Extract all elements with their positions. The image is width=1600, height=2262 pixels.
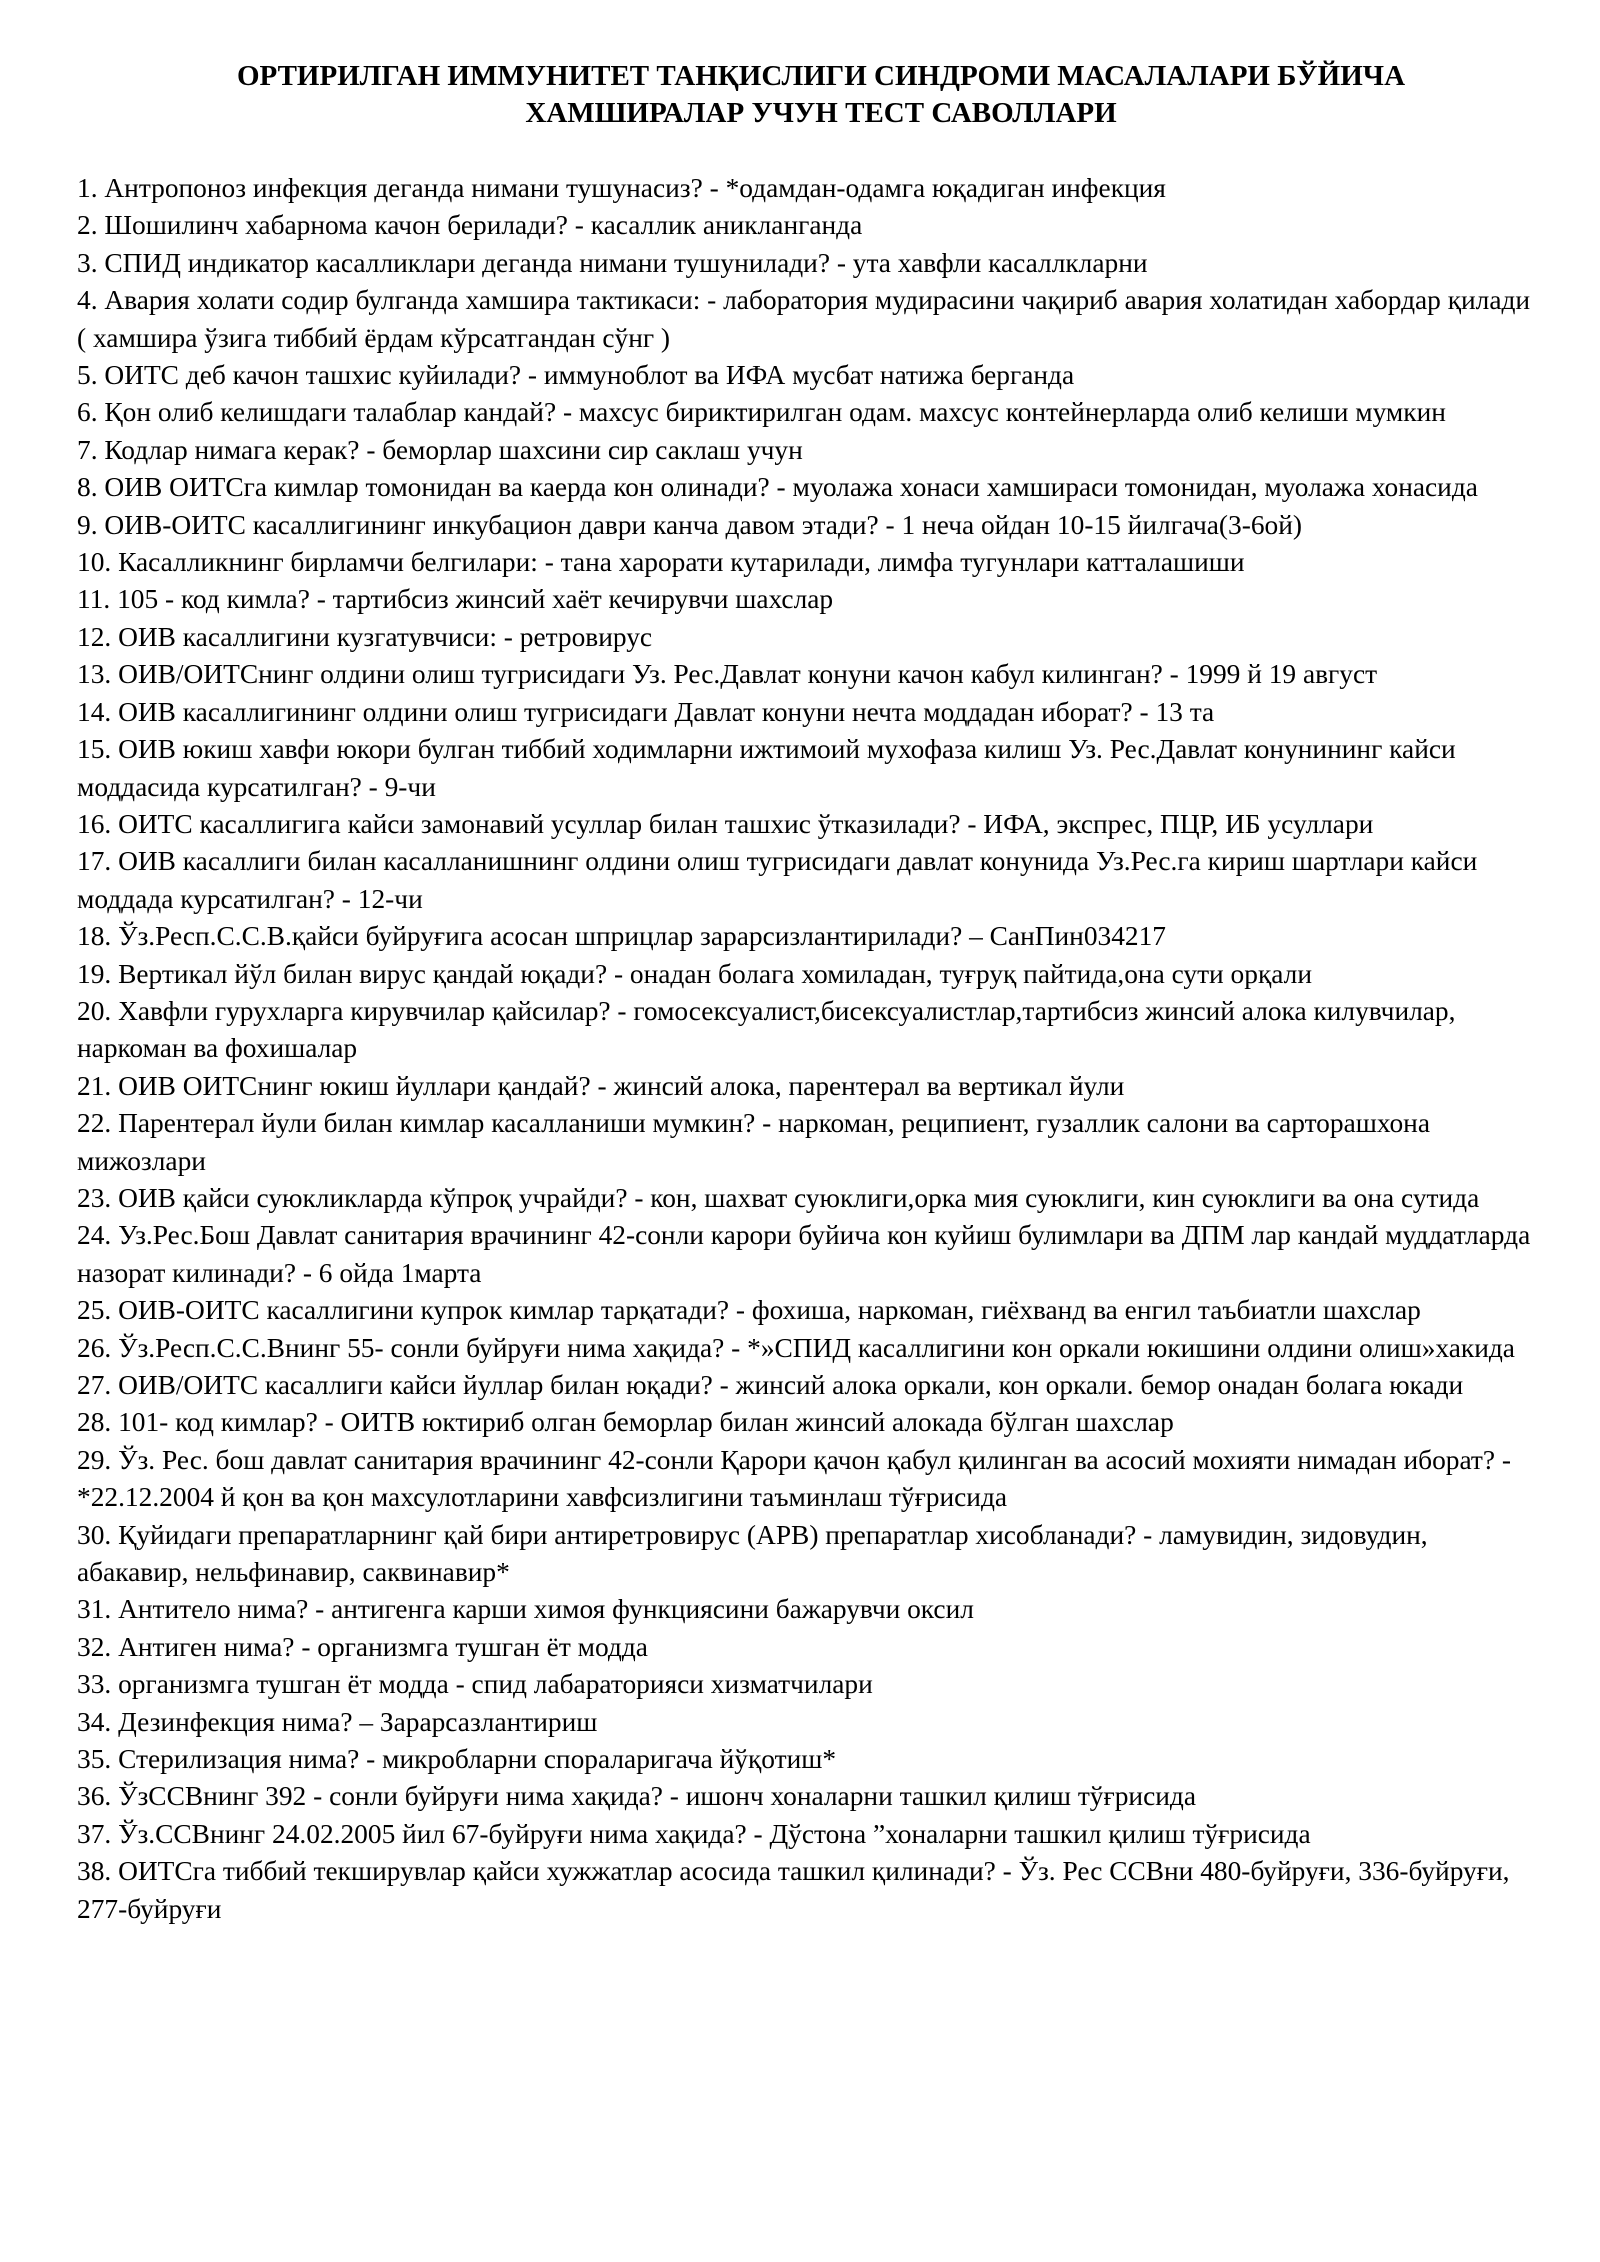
question-item: 1. Антропоноз инфекция деганда нимани тушунасиз? - *одамдан-одамга юқадиган инфекция [77, 173, 1166, 203]
question-item: 31. Антитело нима? - антигенга карши химоя функциясини бажарувчи оксил [77, 1594, 974, 1625]
title-line-1: ОРТИРИЛГАН ИММУНИТЕТ ТАНҚИСЛИГИ СИНДРОМИ МАСАЛАЛАРИ БЎЙИЧА [236, 60, 1406, 92]
question-item: 19. Вертикал йўл билан вирус қандай юқади? - онадан болага хомиладан, туғруқ пайтида,она сути орқали [77, 958, 1312, 989]
question-item: 37. Ўз.ССВнинг 24.02.2005 йил 67-буйруғи нима хақида? - Дўстона ”хоналарни ташкил қилиш тўғрисида [77, 1818, 1311, 1849]
question-item: 30. Қуйидаги препаратларнинг қай бири антиретровирус (АРВ) препаратлар хисобланади? - ламувидин, зидовудин, абакавир, нельфинавир, саквинавир* [77, 1519, 1428, 1588]
question-item: 2. Шошилинч хабарнома качон берилади? - касаллик аникланганда [77, 210, 863, 241]
question-item: 11. 105 - код кимла? - тартибсиз жинсий хаёт кечирувчи шахслар [77, 584, 834, 615]
question-item: 36. ЎзССВнинг 392 - сонли буйруғи нима хақида? - ишонч хоналарни ташкил қилиш тўғрисида [77, 1781, 1197, 1812]
document-title [77, 58, 1545, 132]
question-item: 3. СПИД индикатор касалликлари деганда нимани тушунилади? - ута хавфли касаллкларни [77, 247, 1148, 278]
title-line-2: ХАМШИРАЛАР УЧУН ТЕСТ САВОЛЛАРИ [525, 97, 1117, 129]
question-item: 22. Парентерал йули билан кимлар касалланиши мумкин? - наркоман, реципиент, гузаллик салони ва сарторашхона мижозлари [77, 1108, 1430, 1176]
question-item: 12. ОИВ касаллигини кузгатувчиси: - ретровирус [77, 621, 653, 652]
question-item: 34. Дезинфекция нима? – Зарарсазлантириш [77, 1706, 598, 1737]
question-item: 17. ОИВ касаллиги билан касалланишнинг олдини олиш тугрисидаги давлат конунида Уз.Рес.га кириш шартлари кайси моддада курсатилган? - 12-чи [77, 846, 1478, 914]
question-item: 23. ОИВ қайси суюкликларда кўпроқ учрайди? - кон, шахват суюклиги,орка мия суюклиги, кин суюклиги ва она сутида [77, 1182, 1480, 1213]
question-item: 18. Ўз.Респ.С.С.В.қайси буйруғига асосан шприцлар зарарсизлантирилади? – СанПин034217 [77, 921, 1166, 952]
question-item: 33. организмга тушган ёт модда - спид лабараторияси хизматчилари [77, 1669, 873, 1700]
question-item: 27. ОИВ/ОИТС касаллиги кайси йуллар билан юқади? - жинсий алока оркали, кон оркали. бемор онадан болага юкади [77, 1370, 1464, 1400]
question-item: 21. ОИВ ОИТСнинг юкиш йуллари қандай? - жинсий алока, парентерал ва вертикал йули [77, 1070, 1125, 1101]
question-item: 29. Ўз. Рес. бош давлат санитария врачининг 42-сонли Қарори қачон қабул қилинган ва асосий мохияти нимадан иборат? - *22.12.2004 й қон ва қон махсулотларини хавфсизлигини таъминлаш тўғрисида [77, 1444, 1512, 1513]
question-item: 10. Касалликнинг бирламчи белгилари: - тана харорати кутарилади, лимфа тугунлари катталашиши [77, 547, 1245, 578]
question-item: 14. ОИВ касаллигининг олдини олиш тугрисидаги Давлат конуни нечта моддадан иборат? - 13 та [77, 696, 1215, 727]
question-item: 38. ОИТСга тиббий текширувлар қайси хужжатлар асосида ташкил қилинади? - Ўз. Рес ССВни 480-буйруғи, 336-буйруғи, 277-буйруғи [77, 1856, 1510, 1924]
question-item: 5. ОИТС деб качон ташхис куйилади? - иммуноблот ва ИФА мусбат натижа берганда [77, 360, 1075, 391]
question-item: 28. 101- код кимлар? - ОИТВ юктириб олган беморлар билан жинсий алокада бўлган шахслар [77, 1407, 1174, 1438]
question-item: 8. ОИВ ОИТСга кимлар томонидан ва каерда кон олинади? - муолажа хонаси хамшираси томонидан, муолажа хонасида [77, 472, 1478, 503]
question-item: 9. ОИВ-ОИТС касаллигининг инкубацион даври канча давом этади? - 1 неча ойдан 10-15 йилгача(3-6ой) [77, 509, 1302, 540]
question-item: 15. ОИВ юкиш хавфи юкори булган тиббий ходимларни ижтимоий мухофаза килиш Уз. Рес.Давлат конунининг кайси моддасида курсатилган? - 9-чи [77, 734, 1456, 802]
question-item: 20. Хавфли гурухларга кирувчилар қайсилар? - гомосексуалист,бисексуалистлар,тартибсиз жинсий алока килувчилар, наркоман ва фохишалар [77, 995, 1456, 1064]
question-item: 13. ОИВ/ОИТСнинг олдини олиш тугрисидаги Уз. Рес.Давлат конуни качон кабул килинган? - 1999 й 19 август [77, 659, 1378, 690]
question-item: 24. Уз.Рес.Бош Давлат санитария врачининг 42-сонли карори буйича кон куйиш булимлари ва ДПМ лар кандай муддатларда назорат килинади? - 6 ойда 1марта [77, 1220, 1531, 1288]
question-item: 7. Кодлар нимага керак? - беморлар шахсини сир саклаш учун [77, 434, 803, 465]
question-list [77, 170, 1545, 1928]
question-item: 16. ОИТС касаллигига кайси замонавий усуллар билан ташхис ўтказилади? - ИФА, экспрес, ПЦР, ИБ усуллари [77, 808, 1374, 839]
question-item: 25. ОИВ-ОИТС касаллигини купрок кимлар тарқатади? - фохиша, наркоман, гиёхванд ва енгил таъбиатли шахслар [77, 1295, 1421, 1326]
question-item: 4. Авария холати содир булганда хамшира тактикаси: - лаборатория мудирасини чақириб авария холатидан хабордар қилади ( хамшира ўзига тиббий ёрдам кўрсатгандан сўнг ) [77, 285, 1531, 353]
question-item: 6. Қон олиб келишдаги талаблар кандай? - махсус бириктирилган одам. махсус контейнерларда олиб келиши мумкин [77, 397, 1446, 428]
question-item: 32. Антиген нима? - организмга тушган ёт модда [77, 1631, 648, 1662]
question-item: 26. Ўз.Респ.С.С.Внинг 55- сонли буйруғи нима хақида? - *»СПИД касаллигини кон оркали юкишини олдини олиш»хакида [77, 1332, 1515, 1363]
question-item: 35. Стерилизация нима? - микробларни спораларигача йўқотиш* [77, 1744, 837, 1775]
